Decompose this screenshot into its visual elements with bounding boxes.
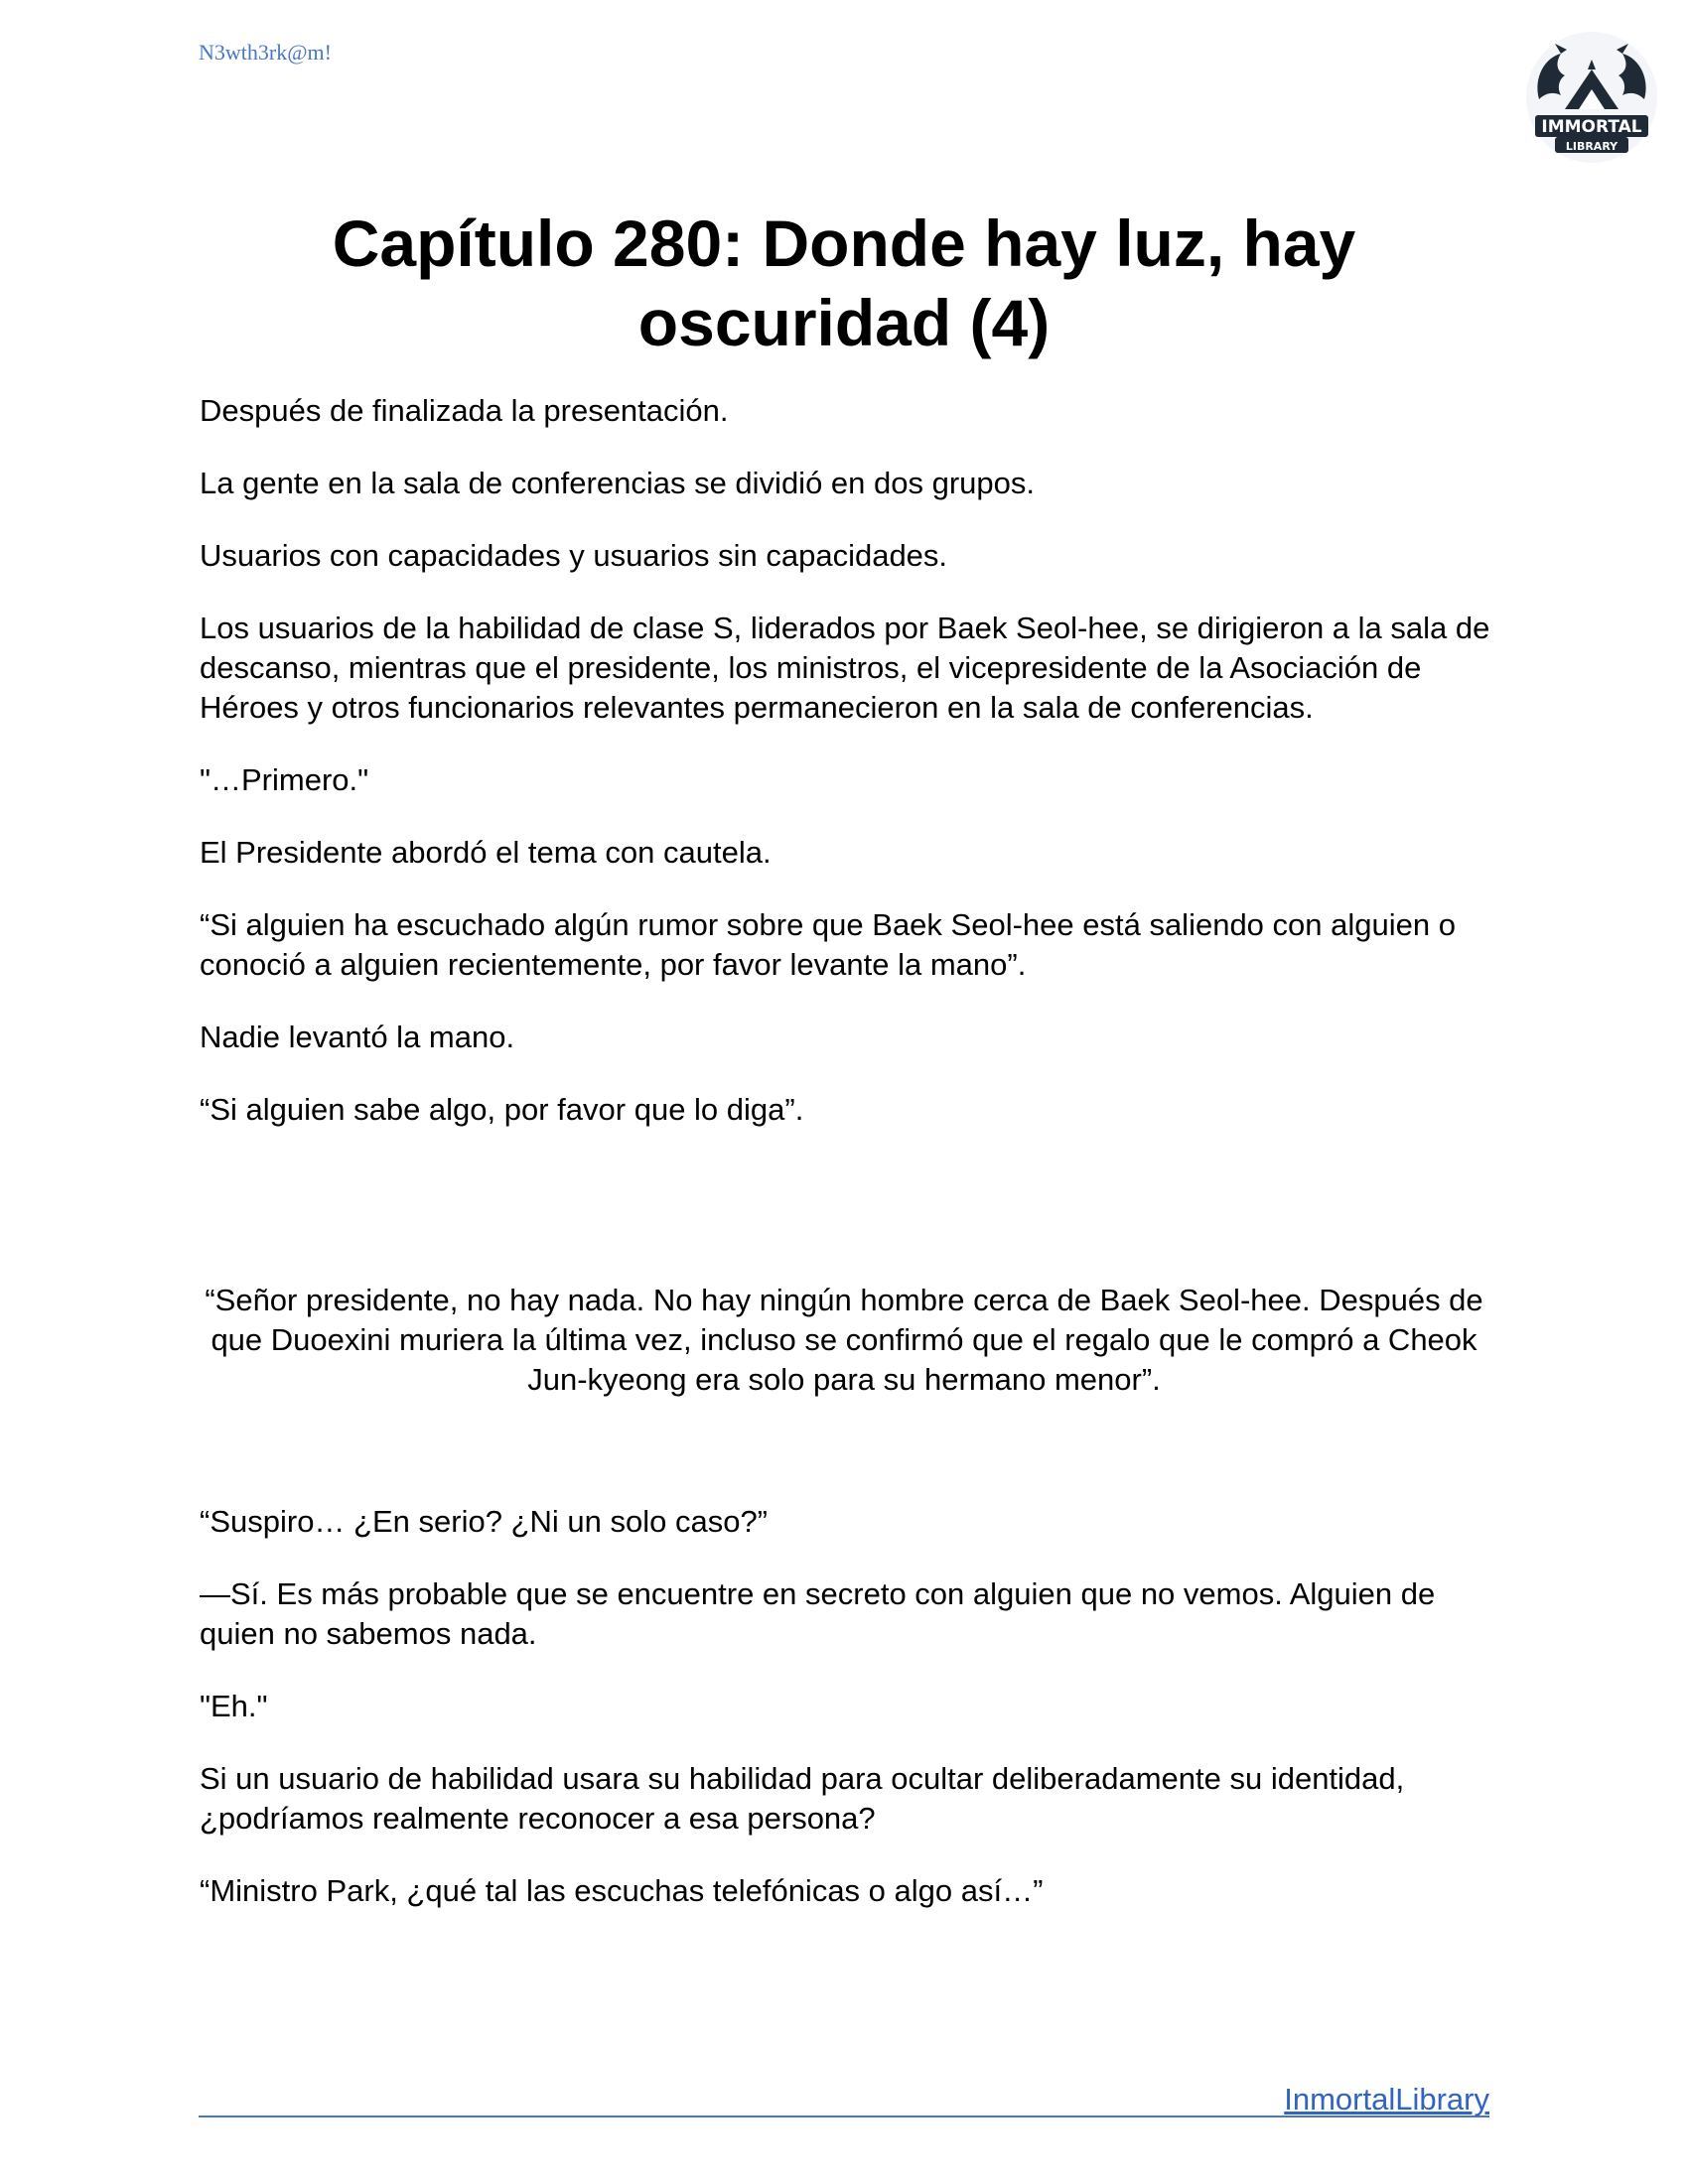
centered-paragraph: “Señor presidente, no hay nada. No hay ningún hombre cerca de Baek Seol-hee. Después de que Duoexini muriera la última vez, incluso se confirmó que el regalo que le compró a Cheok Jun-kyeong era solo para su hermano menor”. [205,1283,1483,1397]
paragraph: Nadie levantó la mano. [200,1020,515,1054]
paragraph: Después de finalizada la presentación. [200,393,729,428]
dragon-crest-icon [1517,30,1666,169]
paragraph: Usuarios con capacidades y usuarios sin capacidades. [200,538,948,573]
paragraph: "Eh." [200,1689,268,1723]
logo-text-bottom: LIBRARY [1565,140,1618,153]
paragraph: Los usuarios de la habilidad de clase S, liderados por Baek Seol-hee, se dirigieron a la sala de descanso, mientras que el presidente, los ministros, el vicepresidente de la Asociación de Héroes y otros funcionarios relevantes permanecieron en la sala de conferencias. [200,611,1490,725]
paragraph: El Presidente abordó el tema con cautela. [200,835,772,870]
paragraph: La gente en la sala de conferencias se dividió en dos grupos. [200,466,1036,500]
logo-text-top: IMMORTAL [1541,117,1642,137]
chapter-title: Capítulo 280: Donde hay luz, hay oscuridad (4) [332,206,1356,359]
body-text-bottom [200,1502,1490,1944]
paragraph: Si un usuario de habilidad usara su habilidad para ocultar deliberadamente su identidad, ¿podríamos realmente reconocer a esa persona? [200,1761,1405,1836]
footer-link[interactable]: InmortalLibrary [1284,2082,1489,2116]
paragraph: “Ministro Park, ¿qué tal las escuchas telefónicas o algo así…” [200,1873,1044,1908]
paragraph: —Sí. Es más probable que se encuentre en secreto con alguien que no vemos. Alguien de quien no sabemos nada. [200,1576,1436,1651]
paragraph: "…Primero." [200,762,369,797]
immortal-library-logo [1517,30,1666,169]
watermark-text: N3wth3rk@m! [199,40,332,65]
paragraph: “Si alguien sabe algo, por favor que lo diga”. [200,1092,804,1127]
paragraph: “Suspiro… ¿En serio? ¿Ni un solo caso?” [200,1504,769,1539]
paragraph: “Si alguien ha escuchado algún rumor sobre que Baek Seol-hee está saliendo con alguien o conoció a alguien recientemente, por favor levante la mano”. [200,907,1456,982]
body-text-top [200,391,1490,1162]
